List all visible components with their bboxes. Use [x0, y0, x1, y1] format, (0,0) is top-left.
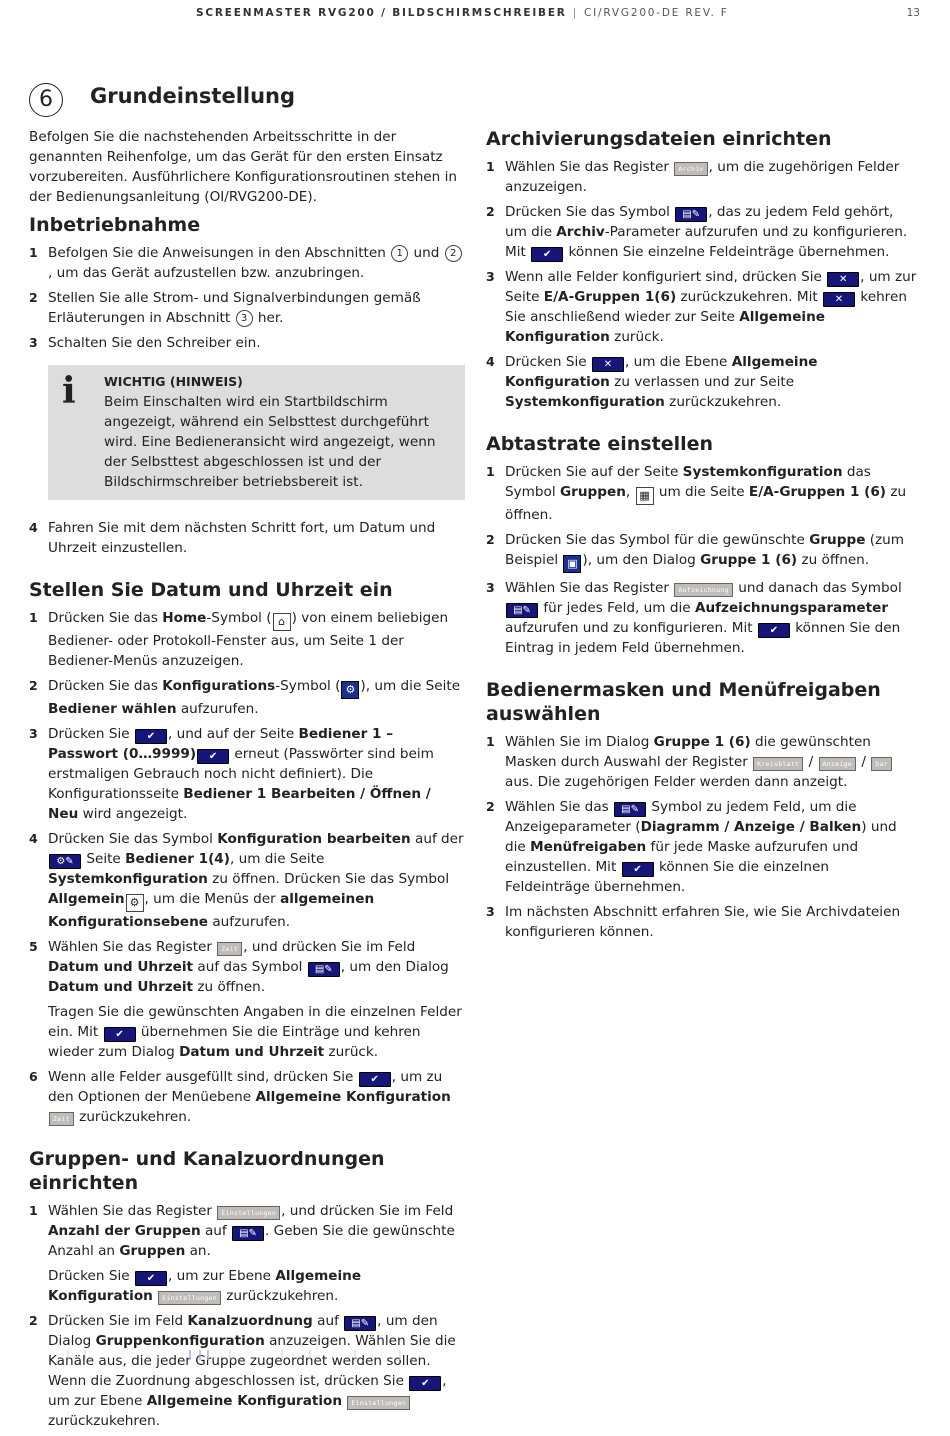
step-item: 1 Wählen Sie im Dialog Gruppe 1 (6) die gewünschten Masken durch Auswahl der Register Kreisblatt / Anzeige / bar aus. Die zugehörigen Felder werden dann anzeigt.: [486, 732, 918, 792]
ok-icon: ✔: [409, 1376, 441, 1391]
edit-icon: ▤✎: [344, 1316, 376, 1331]
tab-einstellungen: Einstellungen: [158, 1291, 221, 1305]
tab-kreisblatt: Kreisblatt: [753, 757, 803, 771]
step-item: 3 Im nächsten Abschnitt erfahren Sie, wie Sie Archivdateien konfigurieren können.: [486, 904, 901, 940]
header-title: SCREENMASTER RVG200 / BILDSCHIRMSCHREIBER | CI/RVG200-DE REV. F: [196, 7, 729, 19]
edit-icon: ▤✎: [232, 1226, 264, 1241]
step-item: 3 Wählen Sie das Register Aufzeichnung und danach das Symbol ▤✎ für jedes Feld, um die Aufzeichnungsparameter aufzurufen und zu konfigurieren. Mit ✔ können Sie den Eintrag in jedem Feld übernehmen.: [486, 580, 902, 656]
edit-icon: ▤✎: [675, 207, 707, 222]
close-icon: ✕: [827, 272, 859, 287]
close-icon: ✕: [592, 357, 624, 372]
step-item: 1 Drücken Sie auf der Seite Systemkonfiguration das Symbol Gruppen, ▦ um die Seite E/A-Gruppen 1 (6) zu öffnen.: [486, 464, 907, 523]
circled-number: 2: [445, 245, 462, 262]
intro-paragraph: Befolgen Sie die nachstehenden Arbeitsschritte in der genannten Reihenfolge, um das Gerät für den ersten Einsatz vorzubereiten. Ausführlichere Konfigurationsroutinen stehen in der Bedienungsanleitung (OI/RVG200-DE).: [29, 129, 458, 205]
note-text: Beim Einschalten wird ein Startbildschirm angezeigt, während ein Selbsttest durchgeführt wird. Eine Bedieneransicht wird angezeigt, wenn der Selbsttest abgeschlossen ist und der Bildschirmschreiber betriebsbereit ist.: [104, 394, 436, 490]
steps-abtastrate: [486, 462, 918, 658]
tab-zeit: Zeit: [217, 942, 242, 956]
step-item: 4 Fahren Sie mit dem nächsten Schritt fort, um Datum und Uhrzeit einzustellen.: [29, 520, 436, 556]
ok-icon: ✔: [197, 749, 229, 764]
right-column: [486, 127, 918, 947]
heading-abtastrate: Abtastrate einstellen: [486, 433, 714, 455]
circled-number: 1: [391, 245, 408, 262]
step-item: 1 Befolgen Sie die Anweisungen in den Abschnitten 1 und 2, um das Gerät aufzustellen bzw. anzubringen.: [29, 243, 465, 283]
chapter-title: Grundeinstellung: [90, 84, 296, 108]
step-item: 2 Wählen Sie das ▤✎ Symbol zu jedem Feld, um die Anzeigeparameter (Diagramm / Anzeige / Balken) und die Menüfreigaben für jede Maske aufzurufen und einzustellen. Mit ✔ können Sie die einzelnen Feldeinträge übernehmen.: [486, 799, 897, 895]
circled-number: 3: [236, 310, 253, 327]
steps-inbetriebnahme-cont: [29, 518, 465, 558]
tab-aufzeichnung: Aufzeichnung: [674, 583, 733, 597]
heading-inbetriebnahme: Inbetriebnahme: [29, 214, 201, 236]
steps-datum-uhrzeit: [29, 608, 465, 1127]
step-item: 4 Drücken Sie ✕ , um die Ebene Allgemeine Konfiguration zu verlassen und zur Seite Systemkonfiguration zurückzukehren.: [486, 354, 818, 410]
note-title: WICHTIG (HINWEIS): [104, 374, 243, 389]
step-item: 3 Wenn alle Felder konfiguriert sind, drücken Sie ✕ , um zur Seite E/A-Gruppen 1(6) zurückzukehren. Mit ✕ kehren Sie anschließend wieder zur Seite Allgemeine Konfiguration zurück.: [486, 269, 917, 345]
tab-einstellungen: Einstellungen: [347, 1396, 410, 1410]
ok-icon: ✔: [758, 623, 790, 638]
ok-icon: ✔: [104, 1027, 136, 1042]
edit-icon: ▤✎: [308, 962, 340, 977]
step-item: 5 Wählen Sie das Register Zeit , und drücken Sie im Feld Datum und Uhrzeit auf das Symbol ▤✎ , um den Dialog Datum und Uhrzeit zu öffnen. Tragen Sie die gewünschten Angaben in die einzelnen Felder ein. Mit ✔ übernehmen Sie die Einträge und kehren wieder zum Dialog Datum und Uhrzeit zurück.: [29, 939, 462, 1060]
heading-gruppen: Gruppen- und Kanalzuordnungen einrichten: [29, 1148, 385, 1194]
step-item: 3 Drücken Sie ✔ , und auf der Seite Bediener 1 – Passwort (0…9999) ✔ erneut (Passwörter sind beim erstmaligen Gebrauch noch nicht definiert). Die Konfigurationsseite Bediener 1 Bearbeiten / Öffnen / Neu wird angezeigt.: [29, 726, 434, 822]
steps-archiv: [486, 157, 918, 412]
close-icon: ✕: [823, 292, 855, 307]
step-item: 4 Drücken Sie das Symbol Konfiguration bearbeiten auf der ⚙✎ Seite Bediener 1(4), um die Seite Systemkonfiguration zu öffnen. Drücken Sie das Symbol Allgemein ⚙ , um die Menüs der allgemeinen Konfigurationsebene aufzurufen.: [29, 831, 464, 930]
gear-icon: ⚙: [126, 894, 144, 912]
step-item: 1 Wählen Sie das Register Archiv , um die zugehörigen Felder anzuzeigen.: [486, 159, 900, 195]
steps-inbetriebnahme: [29, 243, 465, 353]
tab-archiv: Archiv: [674, 162, 707, 176]
step-item: 1 Wählen Sie das Register Einstellungen , und drücken Sie im Feld Anzahl der Gruppen auf ▤✎ . Geben Sie die gewünschte Anzahl an Gruppen an. Drücken Sie ✔ , um zur Ebene Allgemeine Konfiguration Einstellungen zurückzukehren.: [29, 1203, 455, 1304]
chapter-number: 6: [29, 83, 63, 117]
grid-icon: ▦: [636, 487, 654, 505]
step-item: 2 Drücken Sie im Feld Kanalzuordnung auf ▤✎ , um den Dialog Gruppenkonfiguration anzuzeigen. Wählen Sie die Kanäle aus, die jeder Gruppe zugeordnet werden sollen. Wenn die Zuordnung abgeschlossen ist, drücken Sie ✔ , um zur Ebene Allgemeine Konfiguration Einstellungen zurückzukehren.: [29, 1313, 456, 1429]
left-column: [29, 127, 465, 1436]
tab-einstellungen: Einstellungen: [217, 1206, 280, 1220]
page-header: [0, 7, 950, 23]
info-icon: i: [62, 370, 76, 412]
note-box: [48, 365, 465, 500]
tab-anzeige: Anzeige: [819, 757, 857, 771]
tab-zeit: Zeit: [49, 1112, 74, 1126]
step-item: 2 Drücken Sie das Symbol für die gewünschte Gruppe (zum Beispiel ▣ ), um den Dialog Gruppe 1 (6) zu öffnen.: [486, 530, 918, 573]
ok-icon: ✔: [359, 1072, 391, 1087]
heading-archiv: Archivierungsdateien einrichten: [486, 128, 832, 150]
step-item: 1 Drücken Sie das Home-Symbol ( ⌂ ) von einem beliebigen Bediener- oder Protokoll-Fenster aus, um Seite 1 der Bediener-Menüs anzuzeigen.: [29, 610, 449, 669]
group-icon: ▣: [563, 555, 581, 573]
config-icon: ⚙: [341, 681, 359, 699]
step-item: 2 Stellen Sie alle Strom- und Signalverbindungen gemäß Erläuterungen in Abschnitt 3 her.: [29, 290, 421, 326]
ok-icon: ✔: [622, 862, 654, 877]
tab-bar: bar: [871, 757, 892, 771]
step-item: 2 Drücken Sie das Konfigurations-Symbol ( ⚙ ), um die Seite Bediener wählen aufzurufen.: [29, 678, 461, 717]
home-icon: ⌂: [273, 613, 291, 631]
edit-icon: ▤✎: [506, 603, 538, 618]
step-item: 2 Drücken Sie das Symbol ▤✎ , das zu jedem Feld gehört, um die Archiv-Parameter aufzurufen und zu konfigurieren. Mit ✔ können Sie einzelne Feldeinträge übernehmen.: [486, 204, 908, 260]
tools-icon: ⚙✎: [49, 854, 81, 869]
edit-icon: ▤✎: [614, 802, 646, 817]
heading-bedienermasken: Bedienermasken und Menüfreigaben auswählen: [486, 679, 881, 725]
steps-bedienermasken: [486, 732, 918, 942]
ok-icon: ✔: [135, 1271, 167, 1286]
step-item: 3 Schalten Sie den Schreiber ein.: [29, 335, 261, 351]
footer-marks: [60, 1350, 440, 1360]
steps-gruppen: [29, 1201, 465, 1431]
step-item: 6 Wenn alle Felder ausgefüllt sind, drücken Sie ✔ , um zu den Optionen der Menüebene Allgemeine Konfiguration Zeit zurückzukehren.: [29, 1069, 451, 1125]
ok-icon: ✔: [531, 247, 563, 262]
ok-icon: ✔: [135, 729, 167, 744]
heading-datum-uhrzeit: Stellen Sie Datum und Uhrzeit ein: [29, 579, 393, 601]
header-rev: CI/RVG200-DE REV. F: [584, 7, 729, 19]
page-number: 13: [906, 7, 920, 19]
